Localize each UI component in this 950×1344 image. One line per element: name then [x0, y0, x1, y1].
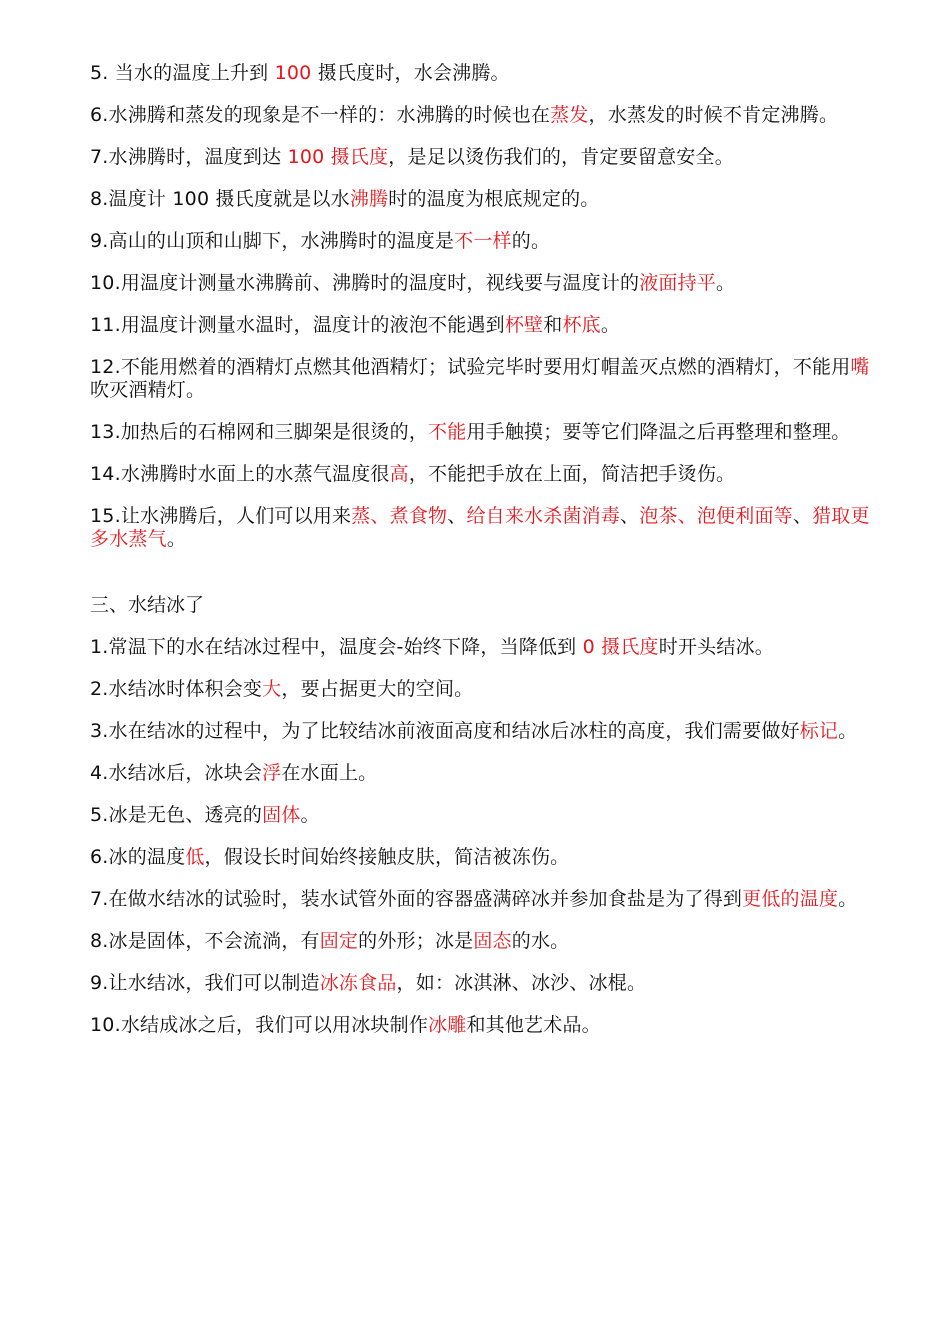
- document-page: [90, 62, 870, 1056]
- freezing-item-10: [90, 1014, 870, 1037]
- highlight-answer: 液面持平: [639, 272, 717, 294]
- text-segment: 6.冰的温度: [90, 846, 186, 868]
- freezing-item-1: [90, 636, 870, 659]
- text-segment: 摄氏度时，水会沸腾。: [311, 62, 510, 84]
- text-segment: ，假设长时间始终接触皮肤，简洁被冻伤。: [204, 846, 570, 868]
- text-segment: 。: [838, 888, 858, 910]
- text-segment: 的水。: [511, 930, 570, 952]
- boiling-item-2: [90, 104, 870, 127]
- text-segment: 5. 当水的温度上升到: [90, 62, 275, 84]
- text-segment: 、: [620, 505, 640, 527]
- text-segment: 。: [716, 272, 736, 294]
- text-segment: 时的温度为根底规定的。: [388, 188, 600, 210]
- text-segment: 3.水在结冰的过程中，为了比较结冰前液面高度和结冰后冰柱的高度，我们需要做好: [90, 720, 800, 742]
- text-segment: 2.水结冰时体积会变: [90, 678, 263, 700]
- highlight-answer: 更低的温度: [742, 888, 839, 910]
- text-segment: 6.水沸腾和蒸发的现象是不一样的：水沸腾的时候也在: [90, 104, 551, 126]
- freezing-item-5: [90, 804, 870, 827]
- text-segment: 、: [792, 505, 813, 527]
- text-segment: 和其他艺术品。: [466, 1014, 601, 1036]
- highlight-answer: 固体: [262, 804, 301, 826]
- text-segment: 10.水结成冰之后，我们可以用冰块制作: [90, 1014, 429, 1036]
- text-segment: ，是足以烫伤我们的，肯定要留意安全。: [388, 146, 734, 168]
- text-segment: 8.冰是固体，不会流淌，有: [90, 930, 320, 952]
- freezing-item-4: [90, 762, 870, 785]
- highlight-answer: 不一样: [454, 230, 512, 252]
- highlight-answer: 大: [262, 678, 282, 700]
- text-segment: 的。: [511, 230, 551, 252]
- highlight-answer: 固定: [319, 930, 359, 952]
- boiling-item-4: [90, 188, 870, 211]
- text-segment: 。: [838, 720, 858, 742]
- text-segment: 5.冰是无色、透亮的: [90, 804, 263, 826]
- boiling-item-9: [90, 421, 870, 444]
- boiling-item-3: [90, 146, 870, 169]
- text-segment: 9.高山的山顶和山脚下，水沸腾时的温度是: [90, 230, 455, 252]
- text-segment: 15.让水沸腾后，人们可以用来: [90, 505, 352, 527]
- boiling-item-10: [90, 463, 870, 486]
- text-segment: 7.在做水结冰的试验时，装水试管外面的容器盛满碎冰并参加食盐是为了得到: [90, 888, 743, 910]
- highlight-answer: 猎取更多水蒸气: [90, 505, 870, 550]
- text-segment: 11.用温度计测量水温时，温度计的液泡不能遇到: [90, 314, 505, 336]
- text-segment: ，水蒸发的时候不肯定沸腾。: [588, 104, 839, 126]
- boiling-items-list: [90, 62, 870, 551]
- highlight-answer: 0 摄氏度: [582, 636, 659, 658]
- text-segment: 13.加热后的石棉网和三脚架是很烫的，: [90, 421, 429, 443]
- highlight-answer: 高: [389, 463, 409, 485]
- text-segment: 时开头结冰。: [658, 636, 774, 658]
- text-segment: ，如：冰淇淋、冰沙、冰棍。: [396, 972, 647, 994]
- highlight-answer: 低: [185, 846, 205, 868]
- highlight-answer: 蒸、煮食物: [351, 505, 448, 527]
- highlight-answer: 冰雕: [428, 1014, 467, 1036]
- boiling-item-7: [90, 314, 870, 337]
- boiling-item-8: [90, 356, 870, 402]
- highlight-answer: 嘴: [850, 356, 870, 378]
- highlight-answer: 标记: [799, 720, 839, 742]
- text-segment: 在水面上。: [281, 762, 378, 784]
- highlight-answer: 不能: [428, 421, 467, 443]
- freezing-item-7: [90, 888, 870, 911]
- text-segment: ，不能把手放在上面，简洁把手烫伤。: [408, 463, 736, 485]
- boiling-item-6: [90, 272, 870, 295]
- text-segment: 的外形；冰是: [358, 930, 474, 952]
- text-segment: 10.用温度计测量水沸腾前、沸腾时的温度时，视线要与温度计的: [90, 272, 640, 294]
- boiling-item-1: [90, 62, 870, 85]
- text-segment: ，要占据更大的空间。: [281, 678, 474, 700]
- highlight-answer: 100 摄氏度: [287, 146, 389, 168]
- highlight-answer: 浮: [262, 762, 282, 784]
- highlight-answer: 沸腾: [349, 188, 389, 210]
- text-segment: 7.水沸腾时，温度到达: [90, 146, 288, 168]
- boiling-item-5: [90, 230, 870, 253]
- freezing-items-list: [90, 636, 870, 1037]
- text-segment: 1.常温下的水在结冰过程中，温度会-始终下降，当降低到: [90, 636, 583, 658]
- text-segment: 、: [447, 505, 467, 527]
- text-segment: 14.水沸腾时水面上的水蒸气温度很: [90, 463, 390, 485]
- text-segment: 12.不能用燃着的酒精灯点燃其他酒精灯；试验完毕时要用灯帽盖灭点燃的酒精灯，不能用: [90, 356, 851, 378]
- text-segment: 用手触摸；要等它们降温之后再整理和整理。: [466, 421, 851, 443]
- highlight-answer: 固态: [473, 930, 512, 952]
- text-segment: 。: [166, 528, 187, 550]
- highlight-answer: 蒸发: [550, 104, 589, 126]
- highlight-answer: 杯底: [562, 314, 601, 336]
- freezing-item-6: [90, 846, 870, 869]
- text-segment: 4.水结冰后，冰块会: [90, 762, 263, 784]
- highlight-answer: 杯壁: [504, 314, 544, 336]
- freezing-item-2: [90, 678, 870, 701]
- highlight-answer: 冰冻食品: [319, 972, 397, 994]
- text-segment: 8.温度计 100 摄氏度就是以水: [90, 188, 350, 210]
- freezing-item-9: [90, 972, 870, 995]
- freezing-item-8: [90, 930, 870, 953]
- freezing-item-3: [90, 720, 870, 743]
- text-segment: 。: [600, 314, 621, 336]
- text-segment: 吹灭酒精灯。: [90, 379, 206, 401]
- highlight-answer: 泡茶、泡便利面等: [639, 505, 793, 527]
- boiling-item-11: [90, 505, 870, 551]
- highlight-answer: 100: [274, 62, 312, 84]
- text-segment: 9.让水结冰，我们可以制造: [90, 972, 320, 994]
- text-segment: 。: [300, 804, 320, 826]
- text-segment: 和: [543, 314, 563, 336]
- section-title: 三、水结冰了: [90, 594, 205, 616]
- highlight-answer: 给自来水杀菌消毒: [466, 505, 621, 527]
